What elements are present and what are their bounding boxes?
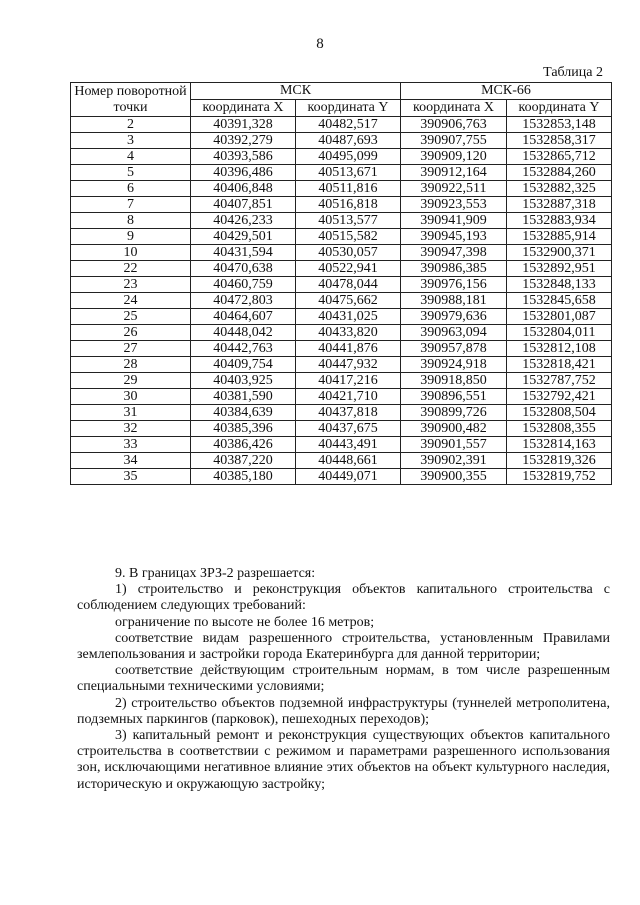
msk66-y-cell: 1532814,163 [507,437,612,453]
msk66-x-cell: 390947,398 [401,245,507,261]
table-row [71,149,612,165]
page-number: 8 [316,36,324,52]
msk-y-cell: 40437,675 [296,421,401,437]
table-row [71,181,612,197]
point-number-cell: 23 [71,277,191,293]
msk66-x-cell: 390923,553 [401,197,507,213]
table-row [71,133,612,149]
table-caption: Таблица 2 [543,65,603,80]
msk-x-cell: 40406,848 [191,181,296,197]
body-text [77,566,610,793]
point-number-cell: 30 [71,389,191,405]
table-row [71,261,612,277]
point-number-cell: 3 [71,133,191,149]
point-number-cell: 2 [71,117,191,133]
msk66-x-cell: 390912,164 [401,165,507,181]
msk66-x-cell: 390941,909 [401,213,507,229]
point-number-cell: 8 [71,213,191,229]
msk66-y-cell: 1532808,355 [507,421,612,437]
msk-x-cell: 40385,180 [191,469,296,485]
msk66-y-cell: 1532819,326 [507,453,612,469]
msk66-x-cell: 390899,726 [401,405,507,421]
point-number-cell: 24 [71,293,191,309]
table-row [71,293,612,309]
msk-x-cell: 40393,586 [191,149,296,165]
msk-x-cell: 40472,803 [191,293,296,309]
paragraph-item-3: 3) капитальный ремонт и реконструкция существующих объектов капитального строительства в соответствии с режимом и параметрами разрешенного использования зон, исключающими негативное влияние этих объектов на объект культурного наследия, историческую и окружающую застройку; [77,728,610,792]
msk66-y-cell: 1532812,108 [507,341,612,357]
msk66-y-cell: 1532858,317 [507,133,612,149]
msk-y-cell: 40448,661 [296,453,401,469]
msk66-x-cell: 390924,918 [401,357,507,373]
msk-x-cell: 40460,759 [191,277,296,293]
msk-y-cell: 40443,491 [296,437,401,453]
table-row [71,197,612,213]
table-row [71,453,612,469]
table-row [71,245,612,261]
msk-x-cell: 40442,763 [191,341,296,357]
table-row [71,437,612,453]
header-group-msk: МСК [191,83,401,100]
msk66-y-cell: 1532804,011 [507,325,612,341]
point-number-cell: 27 [71,341,191,357]
msk66-y-cell: 1532887,318 [507,197,612,213]
msk-y-cell: 40515,582 [296,229,401,245]
point-number-cell: 10 [71,245,191,261]
msk-x-cell: 40470,638 [191,261,296,277]
msk-y-cell: 40482,517 [296,117,401,133]
table-row [71,117,612,133]
table-row [71,389,612,405]
header-point-number: Номер поворотной точки [71,83,191,117]
msk-y-cell: 40441,876 [296,341,401,357]
msk66-x-cell: 390986,385 [401,261,507,277]
msk-x-cell: 40392,279 [191,133,296,149]
header-group-msk66: МСК-66 [401,83,612,100]
msk-y-cell: 40431,025 [296,309,401,325]
msk66-x-cell: 390979,636 [401,309,507,325]
table-row [71,469,612,485]
point-number-cell: 22 [71,261,191,277]
msk66-y-cell: 1532848,133 [507,277,612,293]
point-number-cell: 5 [71,165,191,181]
table-row [71,341,612,357]
table-row [71,277,612,293]
table-row [71,421,612,437]
msk66-y-cell: 1532787,752 [507,373,612,389]
msk66-x-cell: 390945,193 [401,229,507,245]
msk66-y-cell: 1532808,504 [507,405,612,421]
msk-y-cell: 40475,662 [296,293,401,309]
msk66-x-cell: 390900,482 [401,421,507,437]
msk-y-cell: 40530,057 [296,245,401,261]
msk66-y-cell: 1532853,148 [507,117,612,133]
point-number-cell: 28 [71,357,191,373]
msk-x-cell: 40409,754 [191,357,296,373]
paragraph-item-2: 2) строительство объектов подземной инфраструктуры (туннелей метрополитена, подземных паркингов (парковок), пешеходных переходов); [77,695,610,727]
msk-y-cell: 40495,099 [296,149,401,165]
paragraph-land-use-rules: соответствие видам разрешенного строительства, установленным Правилами землепользования и застройки города Екатеринбурга для данной территории; [77,630,610,663]
header-msk-x: координата X [191,100,296,117]
msk66-y-cell: 1532792,421 [507,389,612,405]
point-number-cell: 34 [71,453,191,469]
table-row [71,405,612,421]
msk66-x-cell: 390907,755 [401,133,507,149]
msk-y-cell: 40421,710 [296,389,401,405]
point-number-cell: 4 [71,149,191,165]
table-row [71,229,612,245]
msk66-y-cell: 1532900,371 [507,245,612,261]
point-number-cell: 33 [71,437,191,453]
msk66-x-cell: 390963,094 [401,325,507,341]
point-number-cell: 31 [71,405,191,421]
paragraph-item-1: 1) строительство и реконструкция объектов капитального строительства с соблюдением следующих требований: [77,582,610,614]
msk-x-cell: 40403,925 [191,373,296,389]
point-number-cell: 7 [71,197,191,213]
msk-x-cell: 40384,639 [191,405,296,421]
table-body [71,117,612,485]
msk66-x-cell: 390988,181 [401,293,507,309]
msk66-x-cell: 390901,557 [401,437,507,453]
msk66-y-cell: 1532883,934 [507,213,612,229]
msk66-y-cell: 1532884,260 [507,165,612,181]
point-number-cell: 32 [71,421,191,437]
msk66-y-cell: 1532892,951 [507,261,612,277]
point-number-cell: 6 [71,181,191,197]
msk66-x-cell: 390902,391 [401,453,507,469]
point-number-cell: 25 [71,309,191,325]
msk66-x-cell: 390922,511 [401,181,507,197]
table-row [71,213,612,229]
msk-y-cell: 40513,671 [296,165,401,181]
msk-x-cell: 40431,594 [191,245,296,261]
msk66-y-cell: 1532885,914 [507,229,612,245]
paragraph-9-heading: 9. В границах ЗРЗ-2 разрешается: [115,566,316,581]
msk66-y-cell: 1532882,325 [507,181,612,197]
msk-y-cell: 40516,818 [296,197,401,213]
table-row [71,165,612,181]
msk66-x-cell: 390906,763 [401,117,507,133]
msk-x-cell: 40407,851 [191,197,296,213]
msk-y-cell: 40513,577 [296,213,401,229]
msk66-x-cell: 390896,551 [401,389,507,405]
msk-x-cell: 40381,590 [191,389,296,405]
table-row [71,357,612,373]
msk66-x-cell: 390957,878 [401,341,507,357]
paragraph-height-limit: ограничение по высоте не более 16 метров; [115,614,375,630]
msk66-x-cell: 390900,355 [401,469,507,485]
msk-y-cell: 40449,071 [296,469,401,485]
header-msk-y: координата Y [296,100,401,117]
msk-y-cell: 40522,941 [296,261,401,277]
msk-y-cell: 40417,216 [296,373,401,389]
msk-x-cell: 40396,486 [191,165,296,181]
header-msk66-x: координата X [401,100,507,117]
msk-y-cell: 40487,693 [296,133,401,149]
msk66-y-cell: 1532819,752 [507,469,612,485]
table-row [71,373,612,389]
msk66-x-cell: 390909,120 [401,149,507,165]
msk66-y-cell: 1532801,087 [507,309,612,325]
msk66-x-cell: 390918,850 [401,373,507,389]
msk-x-cell: 40429,501 [191,229,296,245]
msk-x-cell: 40385,396 [191,421,296,437]
msk66-y-cell: 1532865,712 [507,149,612,165]
msk66-y-cell: 1532818,421 [507,357,612,373]
header-msk66-y: координата Y [507,100,612,117]
table-header [71,83,612,117]
coordinates-table [70,82,612,485]
paragraph-building-norms: соответствие действующим строительным нормам, в том числе разрешенным специальными техническими условиями; [77,663,610,695]
msk-x-cell: 40391,328 [191,117,296,133]
msk-x-cell: 40426,233 [191,213,296,229]
msk66-y-cell: 1532845,658 [507,293,612,309]
msk-y-cell: 40433,820 [296,325,401,341]
msk-y-cell: 40511,816 [296,181,401,197]
msk-y-cell: 40447,932 [296,357,401,373]
msk-x-cell: 40386,426 [191,437,296,453]
msk-y-cell: 40478,044 [296,277,401,293]
table-row [71,309,612,325]
point-number-cell: 35 [71,469,191,485]
msk66-x-cell: 390976,156 [401,277,507,293]
msk-x-cell: 40464,607 [191,309,296,325]
point-number-cell: 29 [71,373,191,389]
msk-x-cell: 40387,220 [191,453,296,469]
msk-x-cell: 40448,042 [191,325,296,341]
table-row [71,325,612,341]
point-number-cell: 9 [71,229,191,245]
msk-y-cell: 40437,818 [296,405,401,421]
point-number-cell: 26 [71,325,191,341]
